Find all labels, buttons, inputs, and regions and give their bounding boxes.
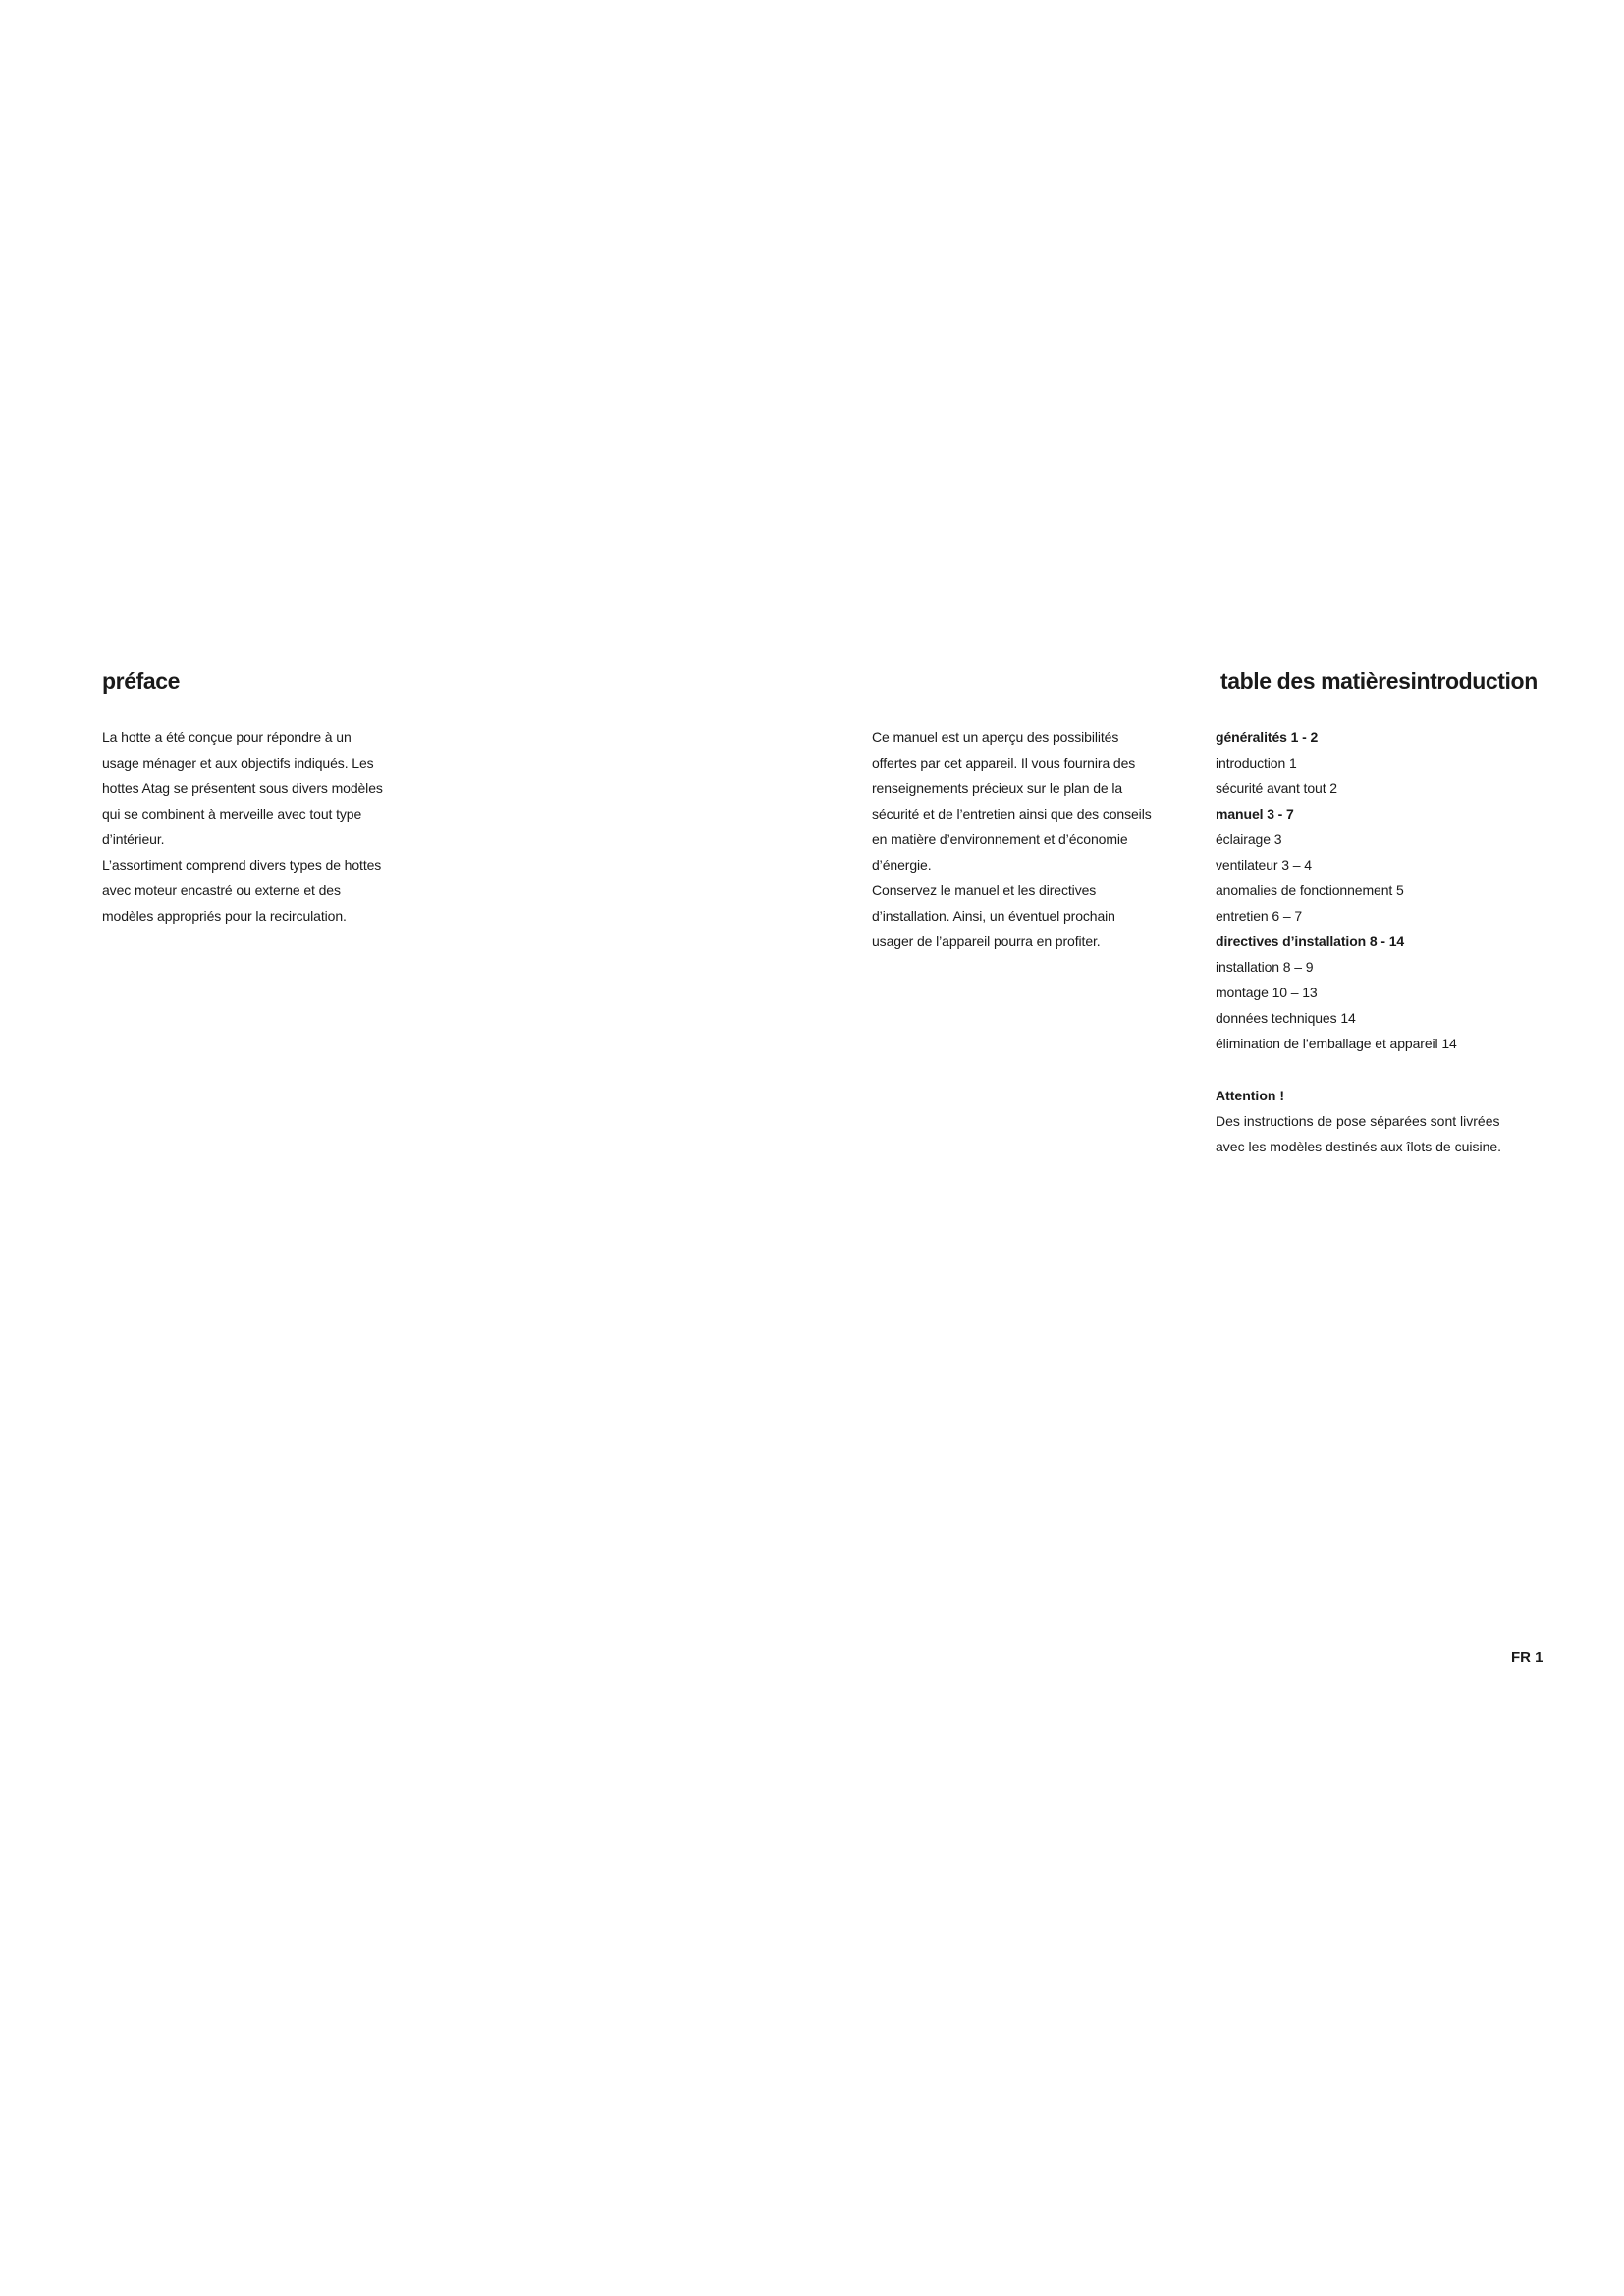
preface-line: qui se combinent à merveille avec tout type bbox=[102, 806, 362, 822]
preface-line: La hotte a été conçue pour répondre à un bbox=[102, 729, 352, 745]
introduction-line: offertes par cet appareil. Il vous fournira des bbox=[872, 755, 1136, 771]
toc-entry: entretien 6 – 7 bbox=[1216, 908, 1303, 924]
toc-entry: montage 10 – 13 bbox=[1216, 985, 1318, 1000]
introduction-line: d’énergie. bbox=[872, 857, 932, 873]
toc-entry: installation 8 – 9 bbox=[1216, 959, 1314, 975]
preface-line: usage ménager et aux objectifs indiqués. Les bbox=[102, 755, 374, 771]
preface-line: hottes Atag se présentent sous divers modèles bbox=[102, 780, 383, 796]
preface-heading: préface bbox=[102, 668, 181, 694]
page-number: FR 1 bbox=[1511, 1649, 1543, 1666]
introduction-line: sécurité et de l’entretien ainsi que des conseils bbox=[872, 806, 1152, 822]
introduction-line: d’installation. Ainsi, un éventuel prochain bbox=[872, 908, 1115, 924]
introduction-line: Ce manuel est un aperçu des possibilités bbox=[872, 729, 1119, 745]
preface-line: L’assortiment comprend divers types de hottes bbox=[102, 857, 382, 873]
table-of-contents bbox=[1216, 724, 1549, 1056]
introduction-line: Conservez le manuel et les directives bbox=[872, 882, 1097, 898]
attention-line: avec les modèles destinés aux îlots de cuisine. bbox=[1216, 1139, 1502, 1154]
introduction-line: en matière d’environnement et d’économie bbox=[872, 831, 1128, 847]
toc-entry: anomalies de fonctionnement 5 bbox=[1216, 882, 1404, 898]
introduction-text bbox=[872, 724, 1206, 954]
toc-section: directives d’installation 8 - 14 bbox=[1216, 934, 1405, 949]
preface-text bbox=[102, 724, 456, 929]
introduction-line: renseignements précieux sur le plan de la bbox=[872, 780, 1123, 796]
preface-line: modèles appropriés pour la recirculation. bbox=[102, 908, 347, 924]
attention-line: Des instructions de pose séparées sont livrées bbox=[1216, 1113, 1500, 1129]
attention-note bbox=[1216, 1083, 1549, 1159]
toc-section: généralités 1 - 2 bbox=[1216, 729, 1319, 745]
toc-entry: données techniques 14 bbox=[1216, 1010, 1356, 1026]
toc-entry: sécurité avant tout 2 bbox=[1216, 780, 1337, 796]
attention-title: Attention ! bbox=[1216, 1088, 1284, 1103]
toc-entry: éclairage 3 bbox=[1216, 831, 1282, 847]
toc-entry: ventilateur 3 – 4 bbox=[1216, 857, 1312, 873]
preface-line: avec moteur encastré ou externe et des bbox=[102, 882, 341, 898]
toc-section: manuel 3 - 7 bbox=[1216, 806, 1294, 822]
toc-entry: introduction 1 bbox=[1216, 755, 1297, 771]
preface-line: d’intérieur. bbox=[102, 831, 165, 847]
toc-entry: élimination de l’emballage et appareil 14 bbox=[1216, 1036, 1457, 1051]
introduction-line: usager de l’appareil pourra en profiter. bbox=[872, 934, 1101, 949]
table-of-contents-heading: table des matièresintroduction bbox=[1220, 668, 1538, 694]
